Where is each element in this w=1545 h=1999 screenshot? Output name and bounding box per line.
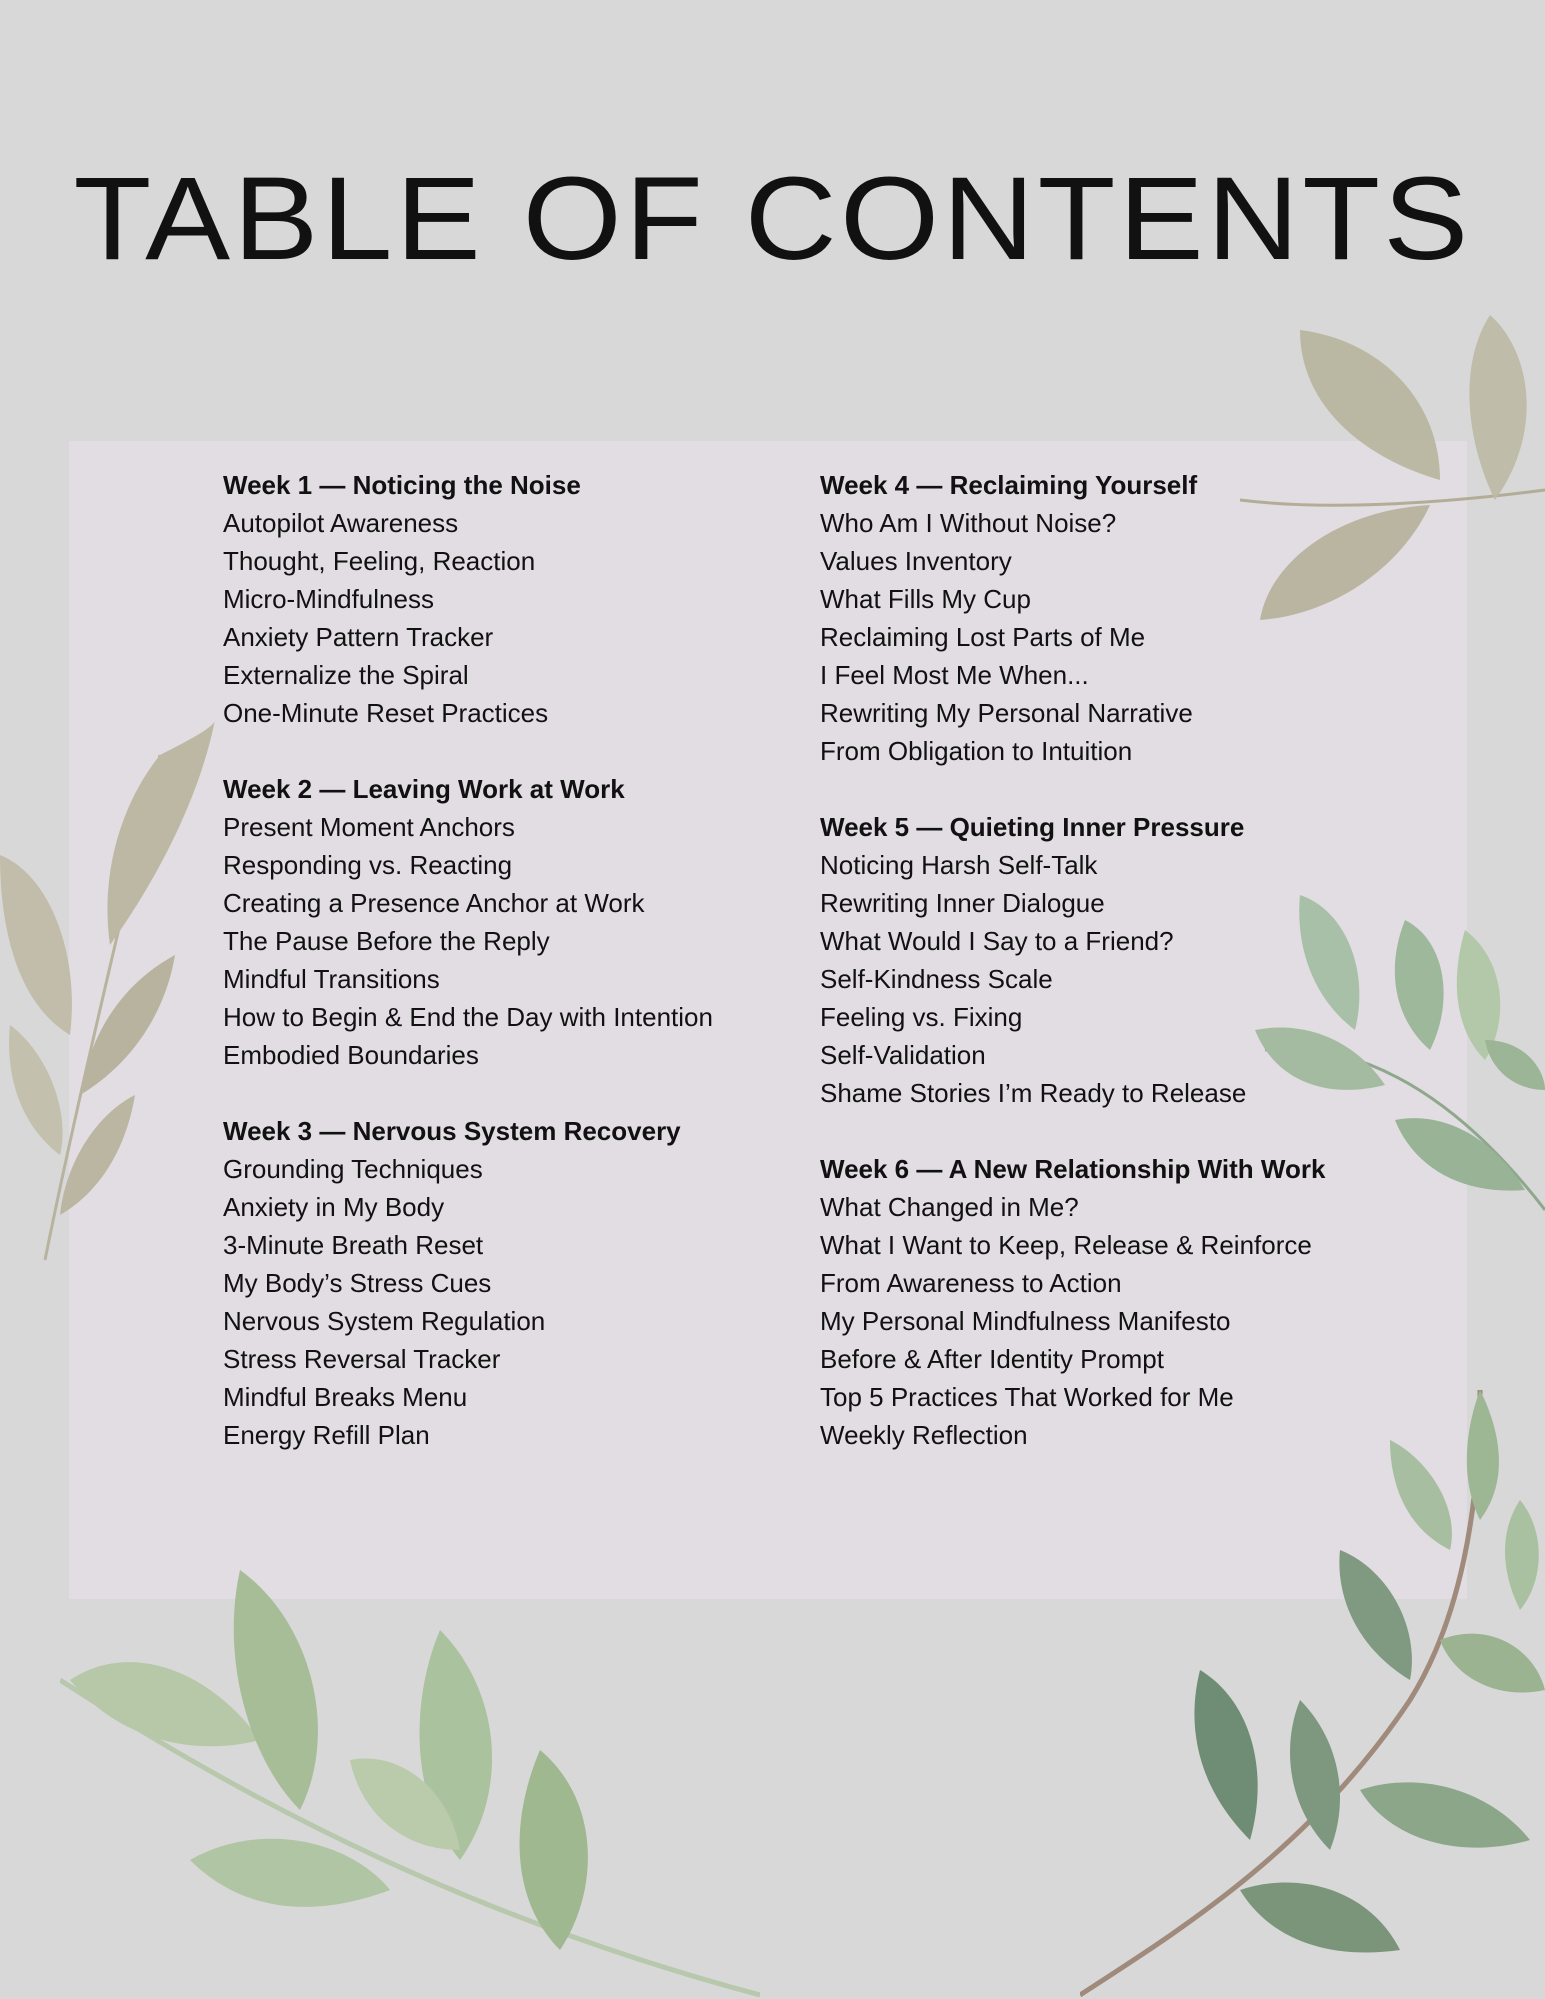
toc-item[interactable]: Mindful Transitions — [223, 964, 440, 994]
toc-item[interactable]: One-Minute Reset Practices — [223, 698, 549, 728]
section-heading[interactable]: Week 3 — Nervous System Recovery — [223, 1116, 681, 1146]
toc-item[interactable]: Noticing Harsh Self-Talk — [820, 850, 1098, 880]
toc-item[interactable]: Values Inventory — [820, 546, 1012, 576]
toc-item[interactable]: My Body’s Stress Cues — [223, 1268, 492, 1298]
toc-item[interactable]: Who Am I Without Noise? — [820, 508, 1117, 538]
toc-item[interactable]: I Feel Most Me When... — [820, 660, 1089, 690]
toc-item[interactable]: 3-Minute Breath Reset — [223, 1230, 484, 1260]
toc-section-week-1 — [223, 466, 783, 732]
toc-item[interactable]: Micro-Mindfulness — [223, 584, 434, 614]
toc-item[interactable]: Before & After Identity Prompt — [820, 1344, 1164, 1374]
toc-item[interactable]: Thought, Feeling, Reaction — [223, 546, 536, 576]
toc-item[interactable]: Externalize the Spiral — [223, 660, 469, 690]
section-heading[interactable]: Week 1 — Noticing the Noise — [223, 470, 581, 500]
toc-item[interactable]: Feeling vs. Fixing — [820, 1002, 1023, 1032]
toc-item[interactable]: From Obligation to Intuition — [820, 736, 1133, 766]
toc-item[interactable]: What Would I Say to a Friend? — [820, 926, 1174, 956]
leaf-branch-bottom-left-illustration — [60, 1560, 760, 1999]
toc-item[interactable]: Rewriting My Personal Narrative — [820, 698, 1193, 728]
section-heading[interactable]: Week 4 — Reclaiming Yourself — [820, 470, 1198, 500]
toc-column-left — [223, 466, 783, 1492]
page-title: TABLE OF CONTENTS — [73, 153, 1472, 285]
toc-item[interactable]: Stress Reversal Tracker — [223, 1344, 501, 1374]
toc-item[interactable]: Autopilot Awareness — [223, 508, 459, 538]
toc-item[interactable]: Embodied Boundaries — [223, 1040, 479, 1070]
toc-item[interactable]: The Pause Before the Reply — [223, 926, 550, 956]
toc-item[interactable]: My Personal Mindfulness Manifesto — [820, 1306, 1231, 1336]
toc-item[interactable]: What I Want to Keep, Release & Reinforce — [820, 1230, 1312, 1260]
toc-item[interactable]: Responding vs. Reacting — [223, 850, 513, 880]
toc-item[interactable]: How to Begin & End the Day with Intention — [223, 1002, 713, 1032]
section-heading[interactable]: Week 2 — Leaving Work at Work — [223, 774, 625, 804]
section-heading[interactable]: Week 5 — Quieting Inner Pressure — [820, 812, 1245, 842]
toc-section-week-5 — [820, 808, 1380, 1112]
toc-item[interactable]: Reclaiming Lost Parts of Me — [820, 622, 1146, 652]
leaf-sprig-left-illustration — [0, 715, 220, 1265]
toc-section-week-2 — [223, 770, 783, 1074]
toc-item[interactable]: Creating a Presence Anchor at Work — [223, 888, 645, 918]
section-heading[interactable]: Week 6 — A New Relationship With Work — [820, 1154, 1326, 1184]
toc-column-right — [820, 466, 1380, 1492]
toc-item[interactable]: Anxiety in My Body — [223, 1192, 445, 1222]
toc-item[interactable]: From Awareness to Action — [820, 1268, 1122, 1298]
toc-item[interactable]: Rewriting Inner Dialogue — [820, 888, 1105, 918]
toc-item[interactable]: Grounding Techniques — [223, 1154, 483, 1184]
toc-item[interactable]: What Fills My Cup — [820, 584, 1031, 614]
toc-item[interactable]: Nervous System Regulation — [223, 1306, 546, 1336]
toc-section-week-3 — [223, 1112, 783, 1454]
toc-item[interactable]: Weekly Reflection — [820, 1420, 1028, 1450]
toc-item[interactable]: Self-Validation — [820, 1040, 986, 1070]
toc-item[interactable]: Top 5 Practices That Worked for Me — [820, 1382, 1234, 1412]
toc-item[interactable]: Energy Refill Plan — [223, 1420, 430, 1450]
toc-section-week-6 — [820, 1150, 1380, 1454]
toc-item[interactable]: Mindful Breaks Menu — [223, 1382, 468, 1412]
toc-item[interactable]: What Changed in Me? — [820, 1192, 1079, 1222]
toc-item[interactable]: Present Moment Anchors — [223, 812, 515, 842]
toc-item[interactable]: Anxiety Pattern Tracker — [223, 622, 494, 652]
toc-item[interactable]: Self-Kindness Scale — [820, 964, 1053, 994]
toc-section-week-4 — [820, 466, 1380, 770]
toc-item[interactable]: Shame Stories I’m Ready to Release — [820, 1078, 1247, 1108]
